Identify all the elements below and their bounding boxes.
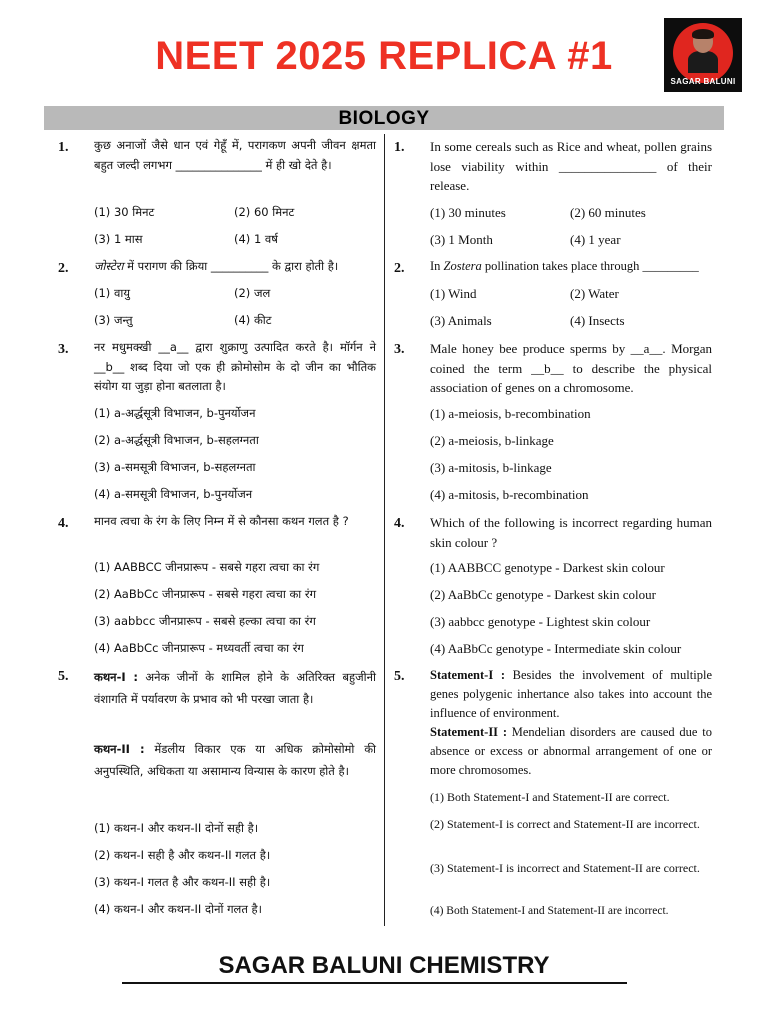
option-3: (3) Animals	[430, 313, 492, 328]
presenter-photo-icon	[688, 31, 718, 71]
question-text: Male honey bee produce sperms by __a__. Morgan coined the term __b__ to describe the physical association of genes on a chromosome.	[430, 341, 712, 395]
page-title: NEET 2025 REPLICA #1	[155, 34, 613, 78]
statement-1: Statement-I : Besides the involvement of multiple genes polygenic inhertance also takes into account the influence of environment.	[430, 668, 712, 720]
option-3: (3) जन्तु	[94, 313, 133, 327]
question-text: मानव त्वचा के रंग के लिए निम्न में से कौनसा कथन गलत है ?	[94, 514, 349, 528]
option-2: (2) a-अर्द्धसूत्री विभाजन, b-सहलग्नता	[94, 433, 259, 447]
question-text: In Zostera pollination takes place through _________	[430, 259, 699, 273]
subject-header	[44, 106, 724, 130]
footer-brand: SAGAR BALUNI CHEMISTRY	[218, 952, 550, 979]
question-number: 4.	[394, 516, 405, 531]
option-2: (2) 60 minutes	[570, 205, 646, 220]
question-text: Which of the following is incorrect regarding human skin colour ?	[430, 515, 712, 550]
question-text: जोस्टेरा में परागण की क्रिया __________ के द्वारा होती है।	[94, 259, 339, 273]
statement-1: कथन-I : अनेक जीनों के शामिल होने के अतिरिक्त बहुजीनी वंशागति में पर्यावरण के प्रभाव को भी परखा जाता है।	[94, 670, 377, 706]
statement-2: कथन-II : मेंडलीय विकार एक या अधिक क्रोमोसोमो की अनुपस्थिति, अधिकता या असामान्य विन्यास के कारण होते है।	[94, 742, 377, 778]
question-number: 3.	[394, 342, 405, 357]
question-text: In some cereals such as Rice and wheat, pollen grains lose viability within _______________ of their release.	[430, 139, 712, 193]
option-1: (1) Both Statement-I and Statement-II are correct.	[430, 790, 670, 804]
option-1: (1) 30 मिनट	[94, 205, 155, 219]
question-number: 1.	[58, 140, 69, 155]
option-4: (4) कीट	[234, 313, 272, 327]
option-4: (4) AaBbCc जीनप्रारूप - मध्यवर्ती त्वचा का रंग	[94, 641, 304, 655]
option-4: (4) 1 year	[570, 232, 621, 247]
option-4: (4) 1 वर्ष	[234, 232, 278, 246]
option-4: (4) कथन-I और कथन-II दोनों गलत है।	[94, 902, 263, 916]
question-number: 2.	[394, 261, 405, 276]
option-1: (1) a-अर्द्धसूत्री विभाजन, b-पुनर्योजन	[94, 406, 256, 420]
option-3: (3) Statement-I is incorrect and Statement-II are correct.	[430, 861, 700, 875]
option-1: (1) AABBCC genotype - Darkest skin colour	[430, 560, 665, 575]
option-1: (1) a-meiosis, b-recombination	[430, 406, 591, 421]
question-number: 5.	[58, 669, 69, 684]
option-1: (1) AABBCC जीनप्रारूप - सबसे गहरा त्वचा का रंग	[94, 560, 320, 574]
question-number: 1.	[394, 140, 405, 155]
option-1: (1) वायु	[94, 286, 130, 300]
option-4: (4) Insects	[570, 313, 625, 328]
option-3: (3) a-mitosis, b-linkage	[430, 460, 552, 475]
question-number: 5.	[394, 669, 405, 684]
option-3: (3) 1 Month	[430, 232, 493, 247]
logo-text: SAGAR BALUNI	[670, 77, 736, 86]
logo	[664, 18, 742, 92]
option-3: (3) aabbcc जीनप्रारूप - सबसे हल्का त्वचा का रंग	[94, 614, 316, 628]
option-2: (2) AaBbCc जीनप्रारूप - सबसे गहरा त्वचा का रंग	[94, 587, 317, 601]
option-3: (3) a-समसूत्री विभाजन, b-सहलग्नता	[94, 460, 256, 474]
option-2: (2) Statement-I is correct and Statement-II are incorrect.	[430, 817, 700, 831]
option-4: (4) Both Statement-I and Statement-II are incorrect.	[430, 905, 669, 917]
option-2: (2) AaBbCc genotype - Darkest skin colour	[430, 587, 657, 602]
option-3: (3) aabbcc genotype - Lightest skin colour	[430, 614, 651, 629]
option-3: (3) कथन-I गलत है और कथन-II सही है।	[94, 875, 271, 889]
option-2: (2) a-meiosis, b-linkage	[430, 433, 554, 448]
footer-underline	[122, 982, 627, 984]
option-4: (4) a-mitosis, b-recombination	[430, 487, 589, 502]
option-1: (1) कथन-I और कथन-II दोनों सही है।	[94, 821, 259, 835]
option-4: (4) AaBbCc genotype - Intermediate skin colour	[430, 641, 682, 656]
subject-title: BIOLOGY	[338, 108, 430, 129]
option-2: (2) कथन-I सही है और कथन-II गलत है।	[94, 848, 271, 862]
option-2: (2) जल	[234, 286, 271, 300]
column-divider	[384, 134, 385, 926]
option-3: (3) 1 मास	[94, 232, 143, 246]
question-text: नर मधुमक्खी __a__ द्वारा शुक्राणु उत्पादित करते है। मॉर्गन ने __b__ शब्द दिया जो एक ही क्रोमोसोम के दो जीन का भौतिक संयोग या जुड़ा होना बतलाता है।	[94, 340, 376, 393]
option-2: (2) Water	[570, 286, 619, 301]
option-4: (4) a-समसूत्री विभाजन, b-पुनर्योजन	[94, 487, 253, 501]
question-number: 4.	[58, 516, 69, 531]
option-1: (1) Wind	[430, 286, 477, 301]
question-number: 3.	[58, 342, 69, 357]
statement-2: Statement-II : Mendelian disorders are caused due to absence or excess or abnormal arrangement of one or more chromosomes.	[430, 725, 712, 777]
option-2: (2) 60 मिनट	[234, 205, 295, 219]
option-1: (1) 30 minutes	[430, 205, 506, 220]
question-text: कुछ अनाजों जैसे धान एवं गेहूँ में, परागकण अपनी जीवन क्षमता बहुत जल्दी लगभग _______________ में ही खो देते है।	[94, 138, 376, 172]
question-number: 2.	[58, 261, 69, 276]
